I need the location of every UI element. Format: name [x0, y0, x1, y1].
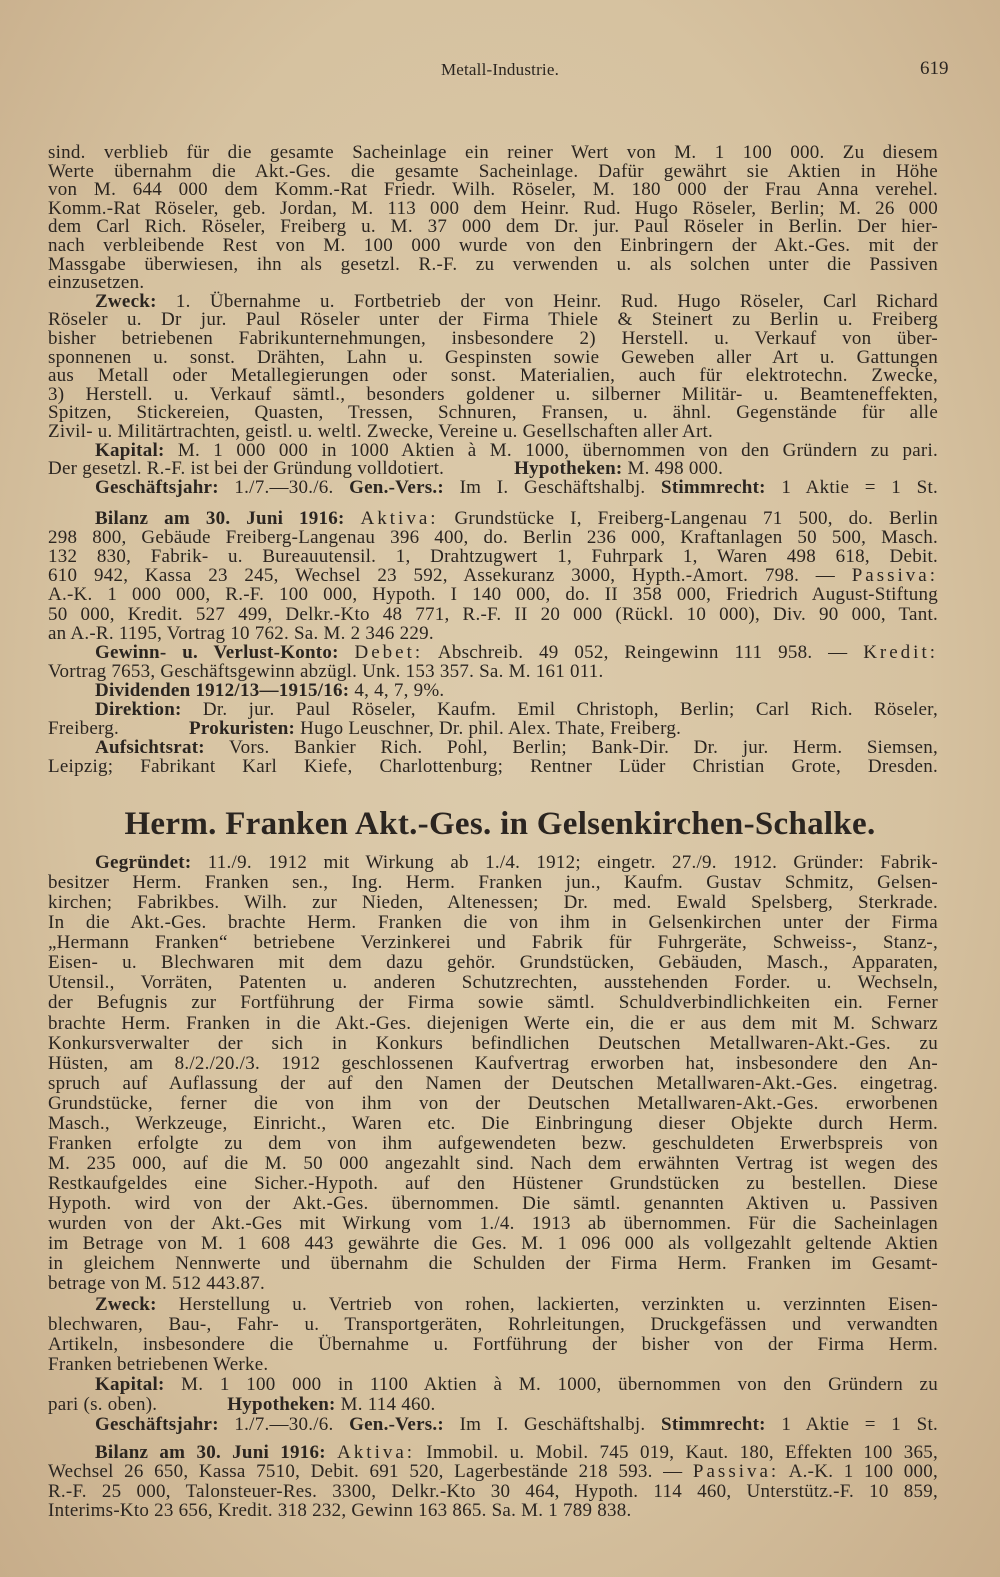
- text-run: Leipzig; Fabrikant Karl Kiefe, Charlottenburg; Rentner Lüder Christian Grote, Dresden.: [48, 756, 938, 778]
- text-run: M. 1 100 000 in 1100 Aktien à M. 1000, übernommen von den Gründern zu: [164, 1373, 938, 1395]
- text-run: 298 800, Gebäude Freiberg-Langenau 396 400, do. Berlin 236 000, Kraftanlagen 50 500, Masch.: [48, 527, 938, 549]
- text-run: Hüsten, am 8./2./20./3. 1912 geschlossenen Kaufvertrag erworben hat, insbesondere den An-: [48, 1052, 938, 1074]
- text-run: A.-K. 1 100 000,: [779, 1461, 938, 1483]
- spaced-label: Kredit:: [863, 641, 939, 663]
- text-line: [95, 1443, 938, 1462]
- text-run: Massgabe überwiesen, ihn als gesetzl. R.-F. zu verwenden u. als solchen unter die Passiven: [48, 253, 938, 275]
- text-line: [95, 1295, 938, 1314]
- text-run: Utensil., Vorräten, Patenten u. anderen Schutzrechten, ausstehenden Forder. u. Wechseln,: [48, 972, 938, 994]
- text-run: nach verbleibende Rest von M. 100 000 wurde von den Einbringern der Akt.-Ges. mit der: [48, 235, 938, 256]
- field-label: Bilanz am 30. Juni 1916:: [95, 1442, 326, 1463]
- text-run: Dr. jur. Paul Röseler, Kaufm. Emil Christoph, Berlin; Carl Rich. Röseler,: [181, 699, 938, 720]
- text-line: [95, 738, 938, 757]
- text-run: Wechsel 26 650, Kassa 7510, Debit. 691 520, Lagerbestände 218 593. —: [48, 1461, 693, 1483]
- spaced-label: Aktiva:: [360, 508, 439, 529]
- text-line: [48, 1094, 938, 1113]
- text-run: spruch auf Auflassung der auf den Namen der Deutschen Metallwaren-Akt.-Ges. eingetrag.: [48, 1072, 938, 1094]
- text-run: wurden von der Akt.-Ges mit Wirkung vom 1./4. 1913 ab übernommen. Für die Sacheinlagen: [48, 1213, 938, 1235]
- text-run: Herstellung u. Vertrieb von rohen, lackierten, verzinkten u. verzinnten Eisen-: [156, 1293, 938, 1315]
- text-run: Masch., Werkzeuge, Einricht., Waren etc. Die Einbringung dieser Objekte durch Herm.: [48, 1112, 938, 1134]
- text-run: Immobil. u. Mobil. 745 019, Kaut. 180, Effekten 100 365,: [415, 1442, 938, 1463]
- text-run: 3) Herstell. u. Verkauf sämtl., besonders goldener u. silberner Militär- u. Beamteneffekten,: [48, 383, 938, 405]
- text-line: [48, 1254, 938, 1273]
- text-line: [48, 1034, 938, 1053]
- text-run: „Hermann Franken“ betriebene Verzinkerei und Fabrik für Fuhrgeräte, Schweiss-, Stanz-,: [48, 932, 938, 954]
- text-line: [48, 1462, 938, 1481]
- text-run: 1 Aktie = 1 St.: [765, 476, 938, 498]
- text-line: [95, 681, 938, 700]
- text-line: [95, 643, 938, 662]
- text-run: 1. Übernahme u. Fortbetrieb der von Heinr. Rud. Hugo Röseler, Carl Richard: [156, 290, 938, 312]
- text-run: Werte übernahm die Akt.-Ges. die gesamte Sacheinlage. Dafür gewährt sie Aktien in Höhe: [48, 160, 938, 182]
- text-line: [48, 348, 938, 367]
- text-line: [48, 403, 938, 422]
- spaced-label: Passiva:: [851, 565, 938, 587]
- text-run: M. 1 000 000 in 1000 Aktien à M. 1000, übernommen von den Gründern zu pari.: [164, 439, 938, 461]
- text-line: [48, 1335, 938, 1354]
- text-run: brachte Herm. Franken in die Akt.-Ges. diejenigen Werte ein, die er aus dem mit M. Schwarz: [48, 1012, 938, 1034]
- text-line: [48, 1274, 938, 1293]
- text-line: [48, 1054, 938, 1073]
- text-line: [48, 1014, 938, 1033]
- text-run: 132 830, Fabrik- u. Bureauutensil. 1, Drahtzugwert 1, Fuhrpark 1, Waren 498 618, Debit.: [48, 546, 938, 568]
- text-run: Artikeln, insbesondere die Übernahme u. Fortführung der bisher von der Firma Herm.: [48, 1333, 938, 1355]
- field-label: Zweck:: [95, 290, 157, 312]
- text-run: Spitzen, Stickereien, Quasten, Tressen, Schnuren, Fransen, u. ähnl. Gegenstände für alle: [48, 402, 938, 424]
- field-label: Stimmrecht:: [661, 476, 766, 498]
- text-run: Der gesetzl. R.-F. ist bei der Gründung volldotiert.: [48, 458, 445, 480]
- text-line: [48, 310, 938, 329]
- text-line: [95, 1415, 938, 1434]
- text-run: kirchen; Fabrikbes. Wilh. zur Nieden, Altenessen; Dr. med. Ewald Spelsberg, Sterkrade.: [48, 892, 938, 914]
- text-line: [48, 1214, 938, 1233]
- field-label: Stimmrecht:: [661, 1413, 766, 1435]
- text-line: [48, 662, 938, 681]
- text-run: M. 235 000, auf die M. 50 000 angezahlt sind. Nach dem erwähnten Vertrag ist wegen des: [48, 1153, 938, 1175]
- text-run: Abschreib. 49 052, Reingewinn 111 958. —: [423, 641, 864, 663]
- text-line: [48, 1154, 938, 1173]
- text-run: M. 114 460.: [335, 1393, 436, 1415]
- spaced-label: Aktiva:: [337, 1442, 416, 1463]
- text-run: Vortrag 7653, Geschäftsgewinn abzügl. Unk. 153 357. Sa. M. 161 011.: [48, 660, 604, 682]
- text-run: A.-K. 1 000 000, R.-F. 100 000, Hypoth. I 140 000, do. II 358 000, Friedrich August-Stiftung: [48, 584, 938, 606]
- text-run: dem Carl Rich. Röseler, Freiberg u. M. 37 000 dem Dr. jur. Paul Röseler in Berlin. Der hier-: [48, 216, 938, 238]
- text-line: [95, 509, 938, 528]
- text-line: [48, 162, 938, 181]
- text-line: [48, 422, 938, 441]
- text-line: [48, 1134, 938, 1153]
- text-run: von M. 644 000 dem Komm.-Rat Friedr. Wilh. Röseler, M. 180 000 der Frau Anna verehel.: [48, 179, 938, 201]
- field-label: Kapital:: [95, 1373, 165, 1395]
- text-line: [48, 624, 938, 643]
- text-run: In die Akt.-Ges. brachte Herm. Franken die von ihm in Gelsenkirchen unter der Firma: [48, 912, 938, 934]
- text-line: [48, 217, 938, 236]
- text-line: [48, 273, 938, 292]
- text-run: sponnenen u. sonst. Drähten, Lahn u. Gespinsten sowie Geweben aller Art u. Gattungen: [48, 346, 938, 368]
- text-line: [48, 893, 938, 912]
- text-run: Vors. Bankier Rich. Pohl, Berlin; Bank-Dir. Dr. jur. Herm. Siemsen,: [204, 737, 938, 759]
- field-label: Geschäftsjahr:: [95, 1413, 219, 1435]
- text-run: 11./9. 1912 mit Wirkung ab 1./4. 1912; eingetr. 27./9. 1912. Gründer: Fabrik-: [191, 852, 938, 873]
- field-label: Geschäftsjahr:: [95, 476, 219, 498]
- text-run: Komm.-Rat Röseler, geb. Jordan, M. 113 000 dem Heinr. Rud. Hugo Röseler, Berlin; M. 26 000: [48, 197, 938, 219]
- text-line: [48, 913, 938, 932]
- text-line: [48, 1315, 938, 1334]
- text-line: [48, 385, 938, 404]
- field-label: Bilanz am 30. Juni 1916:: [95, 508, 345, 529]
- text-line: [95, 853, 938, 872]
- text-run: Franken betriebenen Werke.: [48, 1353, 269, 1375]
- text-run: betrage von M. 512 443.87.: [48, 1273, 266, 1295]
- field-label: Aufsichtsrat:: [95, 737, 205, 759]
- text-line: [48, 1114, 938, 1133]
- text-run: sind. verblieb für die gesamte Sacheinlage ein reiner Wert von M. 1 100 000. Zu diesem: [48, 142, 938, 163]
- field-label: Dividenden 1912/13—1915/16:: [95, 679, 350, 701]
- text-line: [95, 700, 938, 719]
- text-line: [95, 478, 938, 497]
- text-run: Hugo Leuschner, Dr. phil. Alex. Thate, Freiberg.: [295, 718, 682, 740]
- text-run: Franken erfolgte zu dem von ihm aufgewendeten bezw. geschuldeten Erwerbspreis von: [48, 1132, 938, 1154]
- text-line: [48, 757, 938, 776]
- text-run: blechwaren, Bau-, Fahr- u. Transportgeräten, Rohrleitungen, Druckgefässen und verwandten: [48, 1313, 938, 1335]
- text-line: [48, 973, 938, 992]
- text-run: 610 942, Kassa 23 245, Wechsel 23 592, Assekuranz 3000, Hypth.-Amort. 798. —: [48, 565, 852, 587]
- text-line: [95, 441, 938, 460]
- text-line: [48, 605, 938, 624]
- text-line: [48, 547, 938, 566]
- field-label: Gen.-Vers.:: [349, 1413, 444, 1435]
- text-run: Hypoth. wird von der Akt.-Ges. übernommen. Die sämtl. genannten Aktiven u. Passiven: [48, 1193, 938, 1215]
- text-run: 1 Aktie = 1 St.: [765, 1413, 938, 1435]
- text-line: [48, 1174, 938, 1193]
- text-line: [48, 1074, 938, 1093]
- text-line: [48, 459, 938, 478]
- text-run: 1./7.—30./6.: [218, 476, 350, 498]
- text-line: [48, 1194, 938, 1213]
- text-line: [48, 719, 938, 738]
- text-run: Restkaufgeldes eine Sicher.-Hypoth. auf den Hüstener Grundstücken zu bestellen. Diese: [48, 1173, 938, 1195]
- text-line: [48, 199, 938, 218]
- text-line: [48, 143, 938, 162]
- text-line: [48, 1395, 938, 1414]
- text-line: [48, 180, 938, 199]
- field-label: Prokuristen:: [189, 718, 296, 740]
- text-run: bisher betriebenen Fabrikunternehmungen, insbesondere 2) Herstell. u. Verkauf von über-: [48, 328, 938, 349]
- text-run: Zivil- u. Militärtrachten, geistl. u. weltl. Zwecke, Vereine u. Gesellschaften aller Art.: [48, 421, 714, 442]
- running-title: Metall-Industrie.: [440, 60, 560, 79]
- text-run: 1./7.—30./6.: [218, 1413, 350, 1435]
- text-run: besitzer Herm. Franken sen., Ing. Herm. Franken jun., Kaufm. Gustav Schmitz, Gelsen-: [48, 872, 938, 894]
- field-label: Zweck:: [95, 1293, 157, 1315]
- text-line: [48, 953, 938, 972]
- text-line: [48, 566, 938, 585]
- text-run: Röseler u. Dr jur. Paul Röseler unter der Firma Thiele & Steinert zu Berlin u. Freiberg: [48, 309, 938, 331]
- text-line: [95, 1375, 938, 1394]
- text-run: Freiberg.: [48, 718, 120, 740]
- text-run: 4, 4, 7, 9%.: [349, 679, 445, 701]
- spaced-label: Debet:: [354, 641, 424, 663]
- text-run: Konkursverwalter der sich in Konkurs befindlichen Deutschen Metallwaren-Akt.-Ges. zu: [48, 1032, 938, 1054]
- text-line: [48, 236, 938, 255]
- text-run: [326, 1442, 337, 1463]
- text-run: Interims-Kto 23 656, Kredit. 318 232, Gewinn 163 865. Sa. M. 1 789 838.: [48, 1499, 632, 1521]
- field-label: Hypotheken:: [227, 1393, 336, 1415]
- text-line: [48, 255, 938, 274]
- spaced-label: Passiva:: [692, 1461, 780, 1483]
- text-run: Grundstücke, ferner die von ihm von der Deutschen Metallwaren-Akt.-Ges. erworbenen: [48, 1092, 938, 1114]
- text-run: [339, 642, 355, 663]
- page-number: 619: [920, 58, 949, 79]
- field-label: Gewinn- u. Verlust-Konto:: [95, 641, 339, 663]
- text-line: [48, 1482, 938, 1501]
- field-label: Hypotheken:: [514, 458, 623, 480]
- text-line: [48, 873, 938, 892]
- field-label: Gegründet:: [95, 852, 192, 873]
- text-line: [48, 1355, 938, 1374]
- text-line: [95, 292, 938, 311]
- text-run: 50 000, Kredit. 527 499, Delkr.-Kto 48 771, R.-F. II 20 000 (Rückl. 10 000), Div. 90 000, Tant.: [48, 603, 938, 625]
- company-title: Herm. Franken Akt.-Ges. in Gelsenkirchen-Schalke.: [124, 806, 876, 842]
- text-run: M. 498 000.: [622, 458, 724, 480]
- text-line: [48, 1501, 938, 1520]
- text-line: [48, 1234, 938, 1253]
- field-label: Kapital:: [95, 439, 165, 461]
- text-run: an A.-R. 1195, Vortrag 10 762. Sa. M. 2 346 229.: [48, 622, 434, 644]
- text-line: [48, 585, 938, 604]
- text-run: [345, 508, 361, 529]
- text-line: [48, 528, 938, 547]
- field-label: Direktion:: [95, 699, 182, 720]
- text-run: Im I. Geschäftshalbj.: [444, 476, 661, 498]
- text-run: aus Metall oder Metallegierungen oder sonst. Materialien, auch für elektrotechn. Zwecke,: [48, 365, 938, 387]
- text-run: pari (s. oben).: [48, 1393, 158, 1415]
- text-run: der Befugnis zur Fortführung der Firma sowie sämtl. Schuldverbindlichkeiten ein. Ferner: [48, 992, 938, 1014]
- text-run: Eisen- u. Blechwaren mit dem dazu gehör. Grundstücken, Gebäuden, Masch., Apparaten,: [48, 952, 938, 974]
- text-line: [48, 993, 938, 1012]
- text-run: Grundstücke I, Freiberg-Langenau 71 500, do. Berlin: [438, 508, 938, 529]
- text-run: in gleichem Nennwerte und übernahm die Schulden der Firma Herm. Franken im Gesamt-: [48, 1253, 938, 1275]
- text-line: [48, 933, 938, 952]
- text-line: [48, 366, 938, 385]
- text-run: im Betrage von M. 1 608 443 gewährte die Ges. M. 1 096 000 als vollgezahlt geltende Aktien: [48, 1233, 938, 1255]
- text-run: R.-F. 25 000, Talonsteuer-Res. 3300, Delkr.-Kto 30 464, Hypoth. 114 460, Unterstütz.-F. 10 859,: [48, 1480, 938, 1502]
- text-run: Im I. Geschäftshalbj.: [444, 1413, 661, 1435]
- text-run: einzusetzen.: [48, 272, 145, 294]
- text-line: [48, 329, 938, 348]
- field-label: Gen.-Vers.:: [349, 476, 444, 498]
